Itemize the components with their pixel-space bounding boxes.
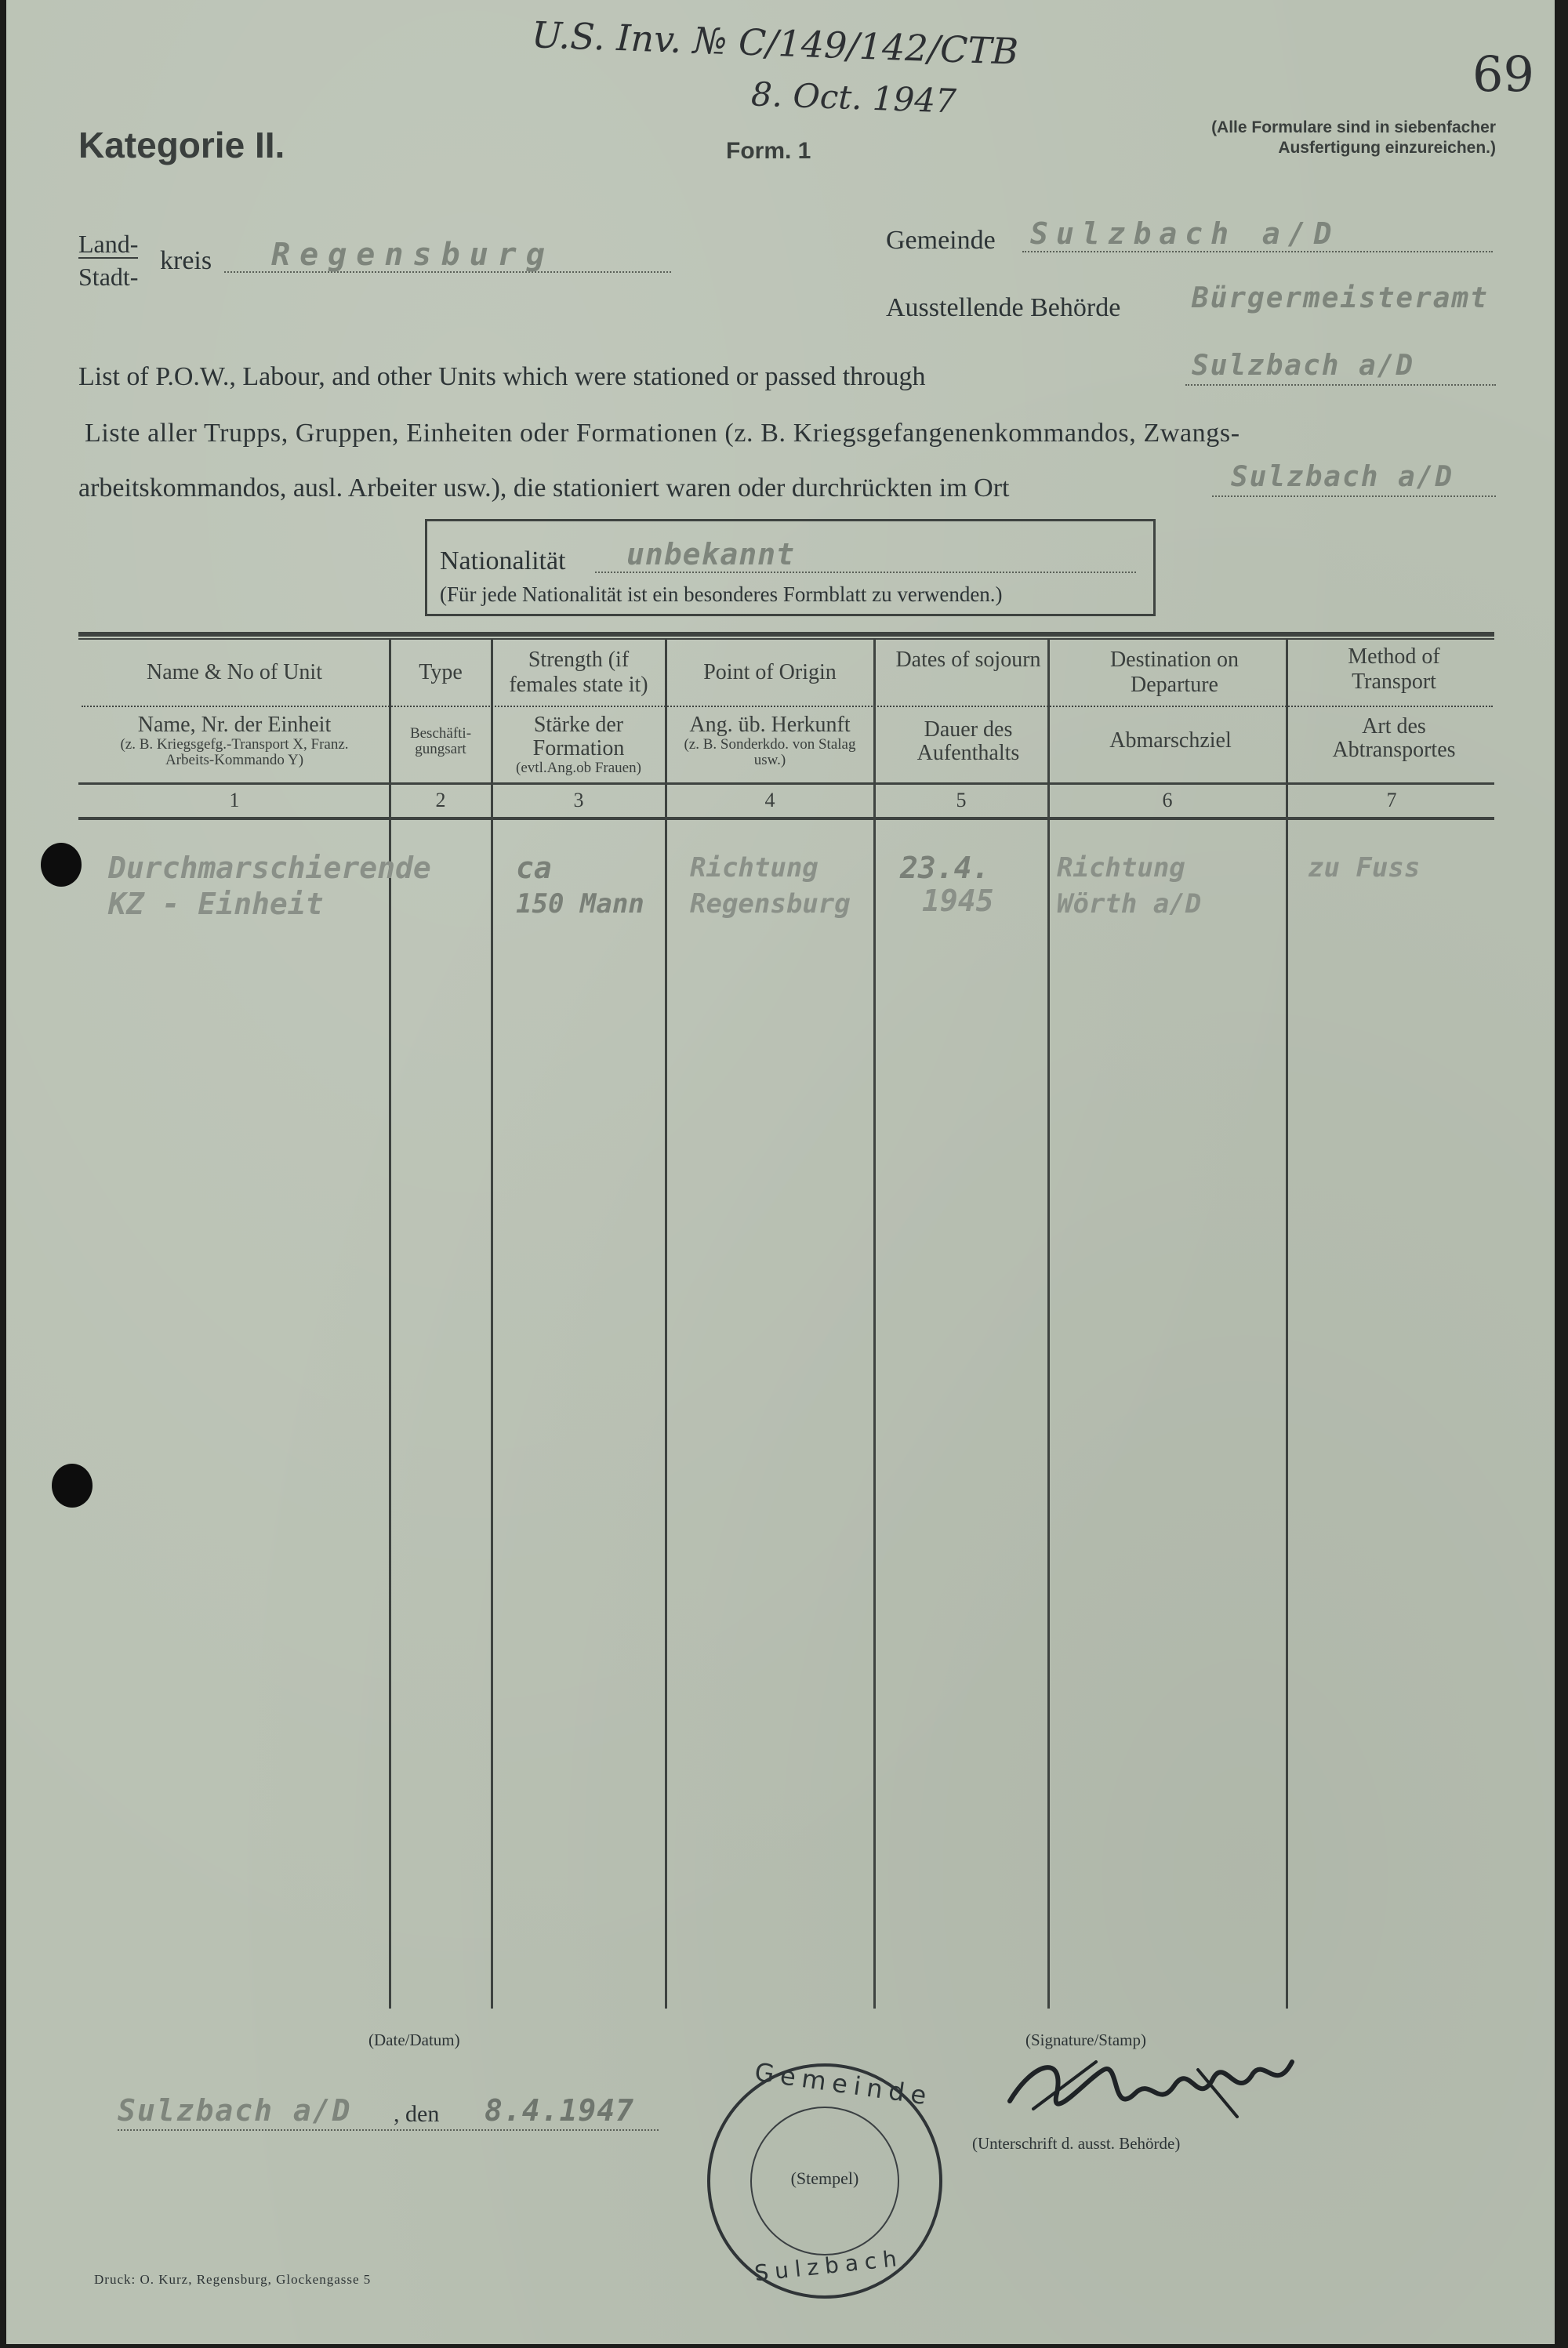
punch-hole-top bbox=[41, 843, 82, 887]
col3-header-de bbox=[494, 713, 663, 776]
col-divider-6 bbox=[1286, 638, 1288, 2009]
col3-header-de-note: (evtl.Ang.ob Frauen) bbox=[516, 760, 641, 776]
col7-header-de: Art des Abtransportes bbox=[1332, 714, 1456, 762]
col-divider-4 bbox=[873, 638, 876, 2009]
col-divider-2 bbox=[491, 638, 493, 2009]
col2-header-de bbox=[394, 726, 488, 757]
col5-number: 5 bbox=[956, 789, 967, 811]
den-label: , den bbox=[394, 2101, 440, 2127]
category-title: Kategorie II. bbox=[78, 125, 285, 165]
col2-number: 2 bbox=[435, 789, 446, 811]
list-de-field bbox=[1212, 461, 1496, 497]
colno-bottom-rule bbox=[78, 817, 1494, 820]
nationality-value: unbekannt bbox=[626, 537, 795, 572]
col-divider-1 bbox=[389, 638, 391, 2009]
nationality-note: (Für jede Nationalität ist ein besonderes Formblatt zu verwenden.) bbox=[440, 582, 1003, 606]
col6-header-de: Abmarschziel bbox=[1109, 728, 1232, 753]
behoerde-value: Bürgermeisteramt bbox=[1192, 282, 1489, 314]
col7-number: 7 bbox=[1386, 789, 1397, 811]
table-top-rule-thin bbox=[78, 638, 1494, 640]
entry-strength-line1: ca bbox=[516, 851, 552, 885]
col6-number: 6 bbox=[1162, 789, 1173, 811]
list-de-text-1: Liste aller Trupps, Gruppen, Einheiten oder Formationen (z. B. Kriegsgefangenenkommandos, Zwangs- bbox=[85, 419, 1240, 448]
official-stamp bbox=[699, 2056, 950, 2303]
copies-note-line1: (Alle Formulare sind in siebenfacher bbox=[1211, 118, 1496, 136]
list-en-value: Sulzbach a/D bbox=[1192, 350, 1415, 382]
place-value: Sulzbach a/D bbox=[118, 2093, 352, 2128]
entry-unit-line2: KZ - Einheit bbox=[108, 887, 324, 921]
date-value: 8.4.1947 bbox=[485, 2093, 635, 2128]
page-number: 69 bbox=[1472, 45, 1534, 103]
stamp-top-text: Gemeinde bbox=[753, 2056, 935, 2112]
signature-icon bbox=[1002, 2046, 1300, 2132]
place-date-line bbox=[118, 2093, 659, 2131]
date-label: (Date/Datum) bbox=[368, 2030, 460, 2049]
col1-header-de-note: (z. B. Kriegsgefg.-Transport X, Franz. Arbeits-Kommando Y) bbox=[120, 736, 349, 768]
inventory-annotation: U.S. Inv. № C/149/142/CTB bbox=[531, 13, 1019, 73]
kreis-label: kreis bbox=[160, 246, 212, 275]
col1-number: 1 bbox=[229, 789, 240, 811]
entry-unit-line1: Durchmarschierende bbox=[108, 851, 431, 885]
behoerde-label: Ausstellende Behörde bbox=[886, 293, 1121, 322]
copies-note bbox=[1096, 118, 1496, 158]
col1-header-de-main: Name, Nr. der Einheit bbox=[137, 713, 332, 737]
col1-header-en: Name & No of Unit bbox=[147, 660, 322, 684]
copies-note-line2: Ausfertigung einzureichen.) bbox=[1278, 139, 1496, 157]
stamp-center-text: (Stempel) bbox=[790, 2168, 859, 2188]
col6-header-en: Destination on Departure bbox=[1109, 648, 1240, 697]
entry-origin-line2: Regensburg bbox=[690, 888, 851, 920]
kreis-value: Regensburg bbox=[271, 237, 554, 273]
col5-header-de: Dauer des Aufenthalts bbox=[916, 717, 1020, 765]
gemeinde-label: Gemeinde bbox=[886, 226, 996, 255]
list-en-text: List of P.O.W., Labour, and other Units which were stationed or passed through bbox=[78, 362, 926, 391]
punch-hole-bottom bbox=[52, 1464, 93, 1508]
header-bottom-rule bbox=[78, 782, 1494, 785]
col-divider-3 bbox=[665, 638, 667, 2009]
nationality-box bbox=[425, 519, 1156, 616]
entry-transport: zu Fuss bbox=[1308, 852, 1421, 884]
stadt-label: Stadt- bbox=[78, 263, 139, 291]
table-top-rule bbox=[78, 632, 1494, 637]
kreis-field bbox=[224, 235, 671, 273]
signature-sublabel: (Unterschrift d. ausst. Behörde) bbox=[972, 2134, 1181, 2153]
col4-header-de-main: Ang. üb. Herkunft bbox=[689, 713, 851, 737]
entry-strength-line2: 150 Mann bbox=[516, 888, 644, 920]
col4-header-en: Point of Origin bbox=[703, 660, 837, 684]
inventory-date: 8. Oct. 1947 bbox=[750, 74, 957, 121]
nationality-label: Nationalität bbox=[440, 546, 566, 575]
col3-header-en: Strength (if females state it) bbox=[509, 648, 648, 697]
list-de-text-2: arbeitskommandos, ausl. Arbeiter usw.), die stationiert waren oder durchrückten im Ort bbox=[78, 474, 1010, 503]
col4-header-de-note: (z. B. Sonderkdo. von Stalag usw.) bbox=[684, 736, 856, 768]
col4-number: 4 bbox=[764, 789, 775, 811]
list-en-field bbox=[1185, 350, 1496, 386]
col5-header-en: Dates of sojourn bbox=[895, 648, 1041, 672]
entry-destination-line1: Richtung bbox=[1057, 852, 1185, 884]
land-label: Land- bbox=[78, 230, 139, 258]
list-de-value: Sulzbach a/D bbox=[1231, 461, 1454, 493]
form-sheet bbox=[6, 0, 1555, 2344]
entry-dates-line1: 23.4. bbox=[900, 851, 990, 885]
header-divider bbox=[82, 706, 1493, 707]
form-number: Form. 1 bbox=[726, 138, 811, 164]
col3-number: 3 bbox=[573, 789, 584, 811]
col2-header-en: Type bbox=[419, 660, 463, 684]
entry-origin-line1: Richtung bbox=[690, 852, 818, 884]
entry-destination-line2: Wörth a/D bbox=[1057, 888, 1202, 920]
col7-header-en: Method of Transport bbox=[1348, 644, 1440, 694]
gemeinde-field bbox=[1022, 216, 1493, 252]
col-divider-5 bbox=[1047, 638, 1050, 2009]
printer-imprint: Druck: O. Kurz, Regensburg, Glockengasse 5 bbox=[94, 2272, 372, 2287]
signature-label: (Signature/Stamp) bbox=[1025, 2030, 1146, 2049]
col3-header-de-main: Stärke der Formation bbox=[532, 713, 625, 760]
entry-dates-line2: 1945 bbox=[922, 884, 994, 918]
gemeinde-value: Sulzbach a/D bbox=[1030, 216, 1340, 251]
col2-header-de-note: Beschäfti-gungsart bbox=[409, 725, 472, 757]
behoerde-field bbox=[1184, 281, 1497, 315]
col1-header-de bbox=[82, 713, 387, 768]
nationality-field bbox=[595, 535, 1136, 573]
col4-header-de bbox=[668, 713, 872, 768]
stamp-bottom-text: Sulzbach bbox=[753, 2245, 905, 2287]
